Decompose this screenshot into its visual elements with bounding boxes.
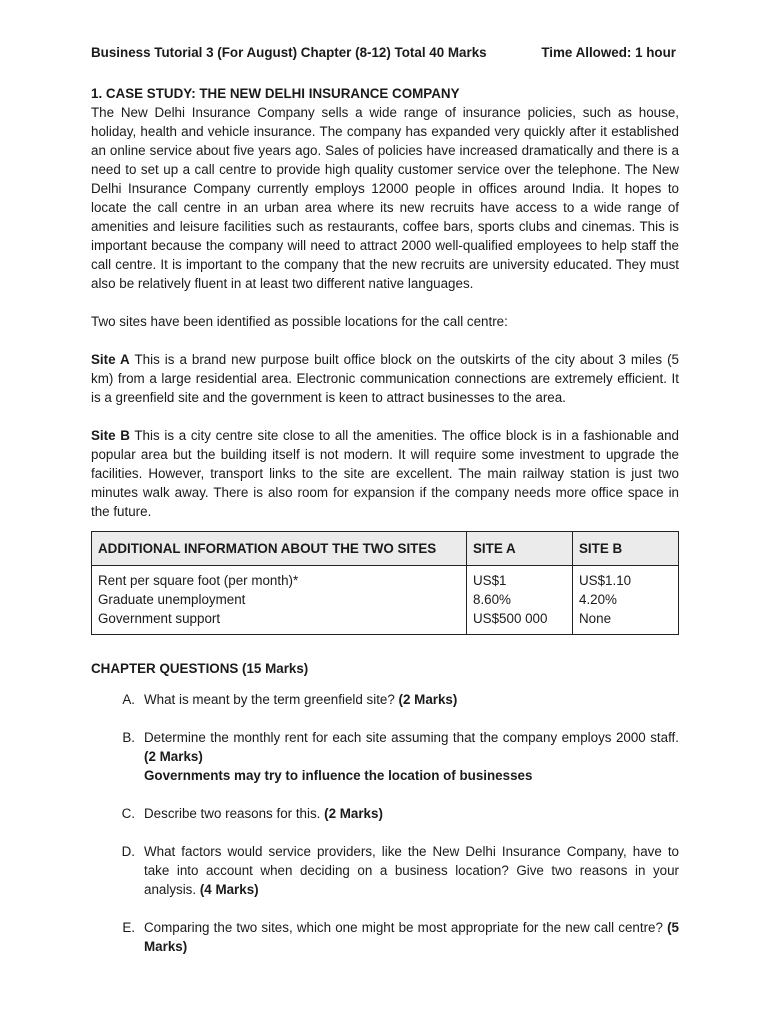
table-header-site-a: SITE A — [467, 532, 573, 566]
question-letter: B. — [122, 730, 135, 745]
header-time-allowed: Time Allowed: 1 hour — [541, 45, 676, 60]
site-b-label: Site B — [91, 428, 130, 443]
site-b-unemployment: 4.20% — [579, 592, 617, 607]
document-body — [91, 84, 679, 975]
question-body — [135, 728, 679, 785]
question-marks: (2 Marks) — [324, 806, 383, 821]
question-body — [135, 918, 679, 956]
question-marks: (5 Marks) — [144, 920, 679, 954]
chapter-questions-title: CHAPTER QUESTIONS (15 Marks) — [91, 661, 309, 676]
question-marks: (4 Marks) — [199, 882, 259, 897]
criteria-rent: Rent per square foot (per month)* — [98, 573, 299, 588]
question-item — [91, 804, 679, 823]
question-body — [135, 690, 679, 709]
site-a-paragraph — [91, 350, 679, 407]
question-letter: C. — [121, 806, 135, 821]
site-b-government-support: None — [579, 611, 612, 626]
site-info-table — [91, 531, 679, 635]
question-item — [91, 918, 679, 956]
site-a-rent: US$1 — [473, 573, 507, 588]
site-a-government-support: US$500 000 — [473, 611, 548, 626]
question-list — [91, 690, 679, 956]
site-b-rent: US$1.10 — [579, 573, 632, 588]
site-b-paragraph — [91, 426, 679, 521]
criteria-unemployment: Graduate unemployment — [98, 592, 246, 607]
site-a-text: This is a brand new purpose built office block on the outskirts of the city about 3 miles (5 km) from a large residential area. Electronic communication connections are extremely efficient. It is a greenfield site and the government is keen to attract businesses to the area. — [91, 352, 679, 405]
case-intro-paragraph: The New Delhi Insurance Company sells a wide range of insurance policies, such as house, holiday, health and vehicle insurance. The company has expanded very quickly after it established an online service about five years ago. Sales of policies have increased dramatically and there is a need to set up a call centre to provide high quality customer service over the telephone. The New Delhi Insurance Company currently employs 12000 people in offices around India. It hopes to locate the call centre in an urban area where its new recruits have access to a wide range of amenities and leisure facilities such as restaurants, coffee bars, sports clubs and cinemas. This is important because the company will need to attract 2000 well-qualified employees to help staff the call centre. It is important to the company that the new recruits are university educated. They must also be relatively fluent in at least two different native languages. — [91, 105, 679, 291]
question-letter: A. — [122, 692, 135, 707]
page-header — [91, 45, 676, 60]
site-a-label: Site A — [91, 352, 130, 367]
question-body — [135, 804, 679, 823]
table-header-info: ADDITIONAL INFORMATION ABOUT THE TWO SITES — [92, 532, 467, 566]
question-letter: D. — [121, 844, 135, 859]
table-row — [92, 566, 679, 635]
question-text: What factors would service providers, like the New Delhi Insurance Company, have to take into account when deciding on a business location? Give two reasons in your analysis. — [144, 844, 679, 897]
question-letter: E. — [122, 920, 135, 935]
table-header-row — [92, 532, 679, 566]
question-note: Governments may try to influence the location of businesses — [144, 768, 533, 783]
criteria-government-support: Government support — [98, 611, 221, 626]
question-item — [91, 690, 679, 709]
question-item — [91, 728, 679, 785]
question-body — [135, 842, 679, 899]
table-cell-site-b — [573, 566, 679, 635]
header-title: Business Tutorial 3 (For August) Chapter (8-12) Total 40 Marks — [91, 45, 487, 60]
table-cell-criteria — [92, 566, 467, 635]
site-a-unemployment: 8.60% — [473, 592, 511, 607]
question-text: What is meant by the term greenfield site? — [144, 692, 399, 707]
site-b-text: This is a city centre site close to all the amenities. The office block is in a fashionable and popular area but the building itself is not modern. It will require some investment to upgrade the facilities. However, transport links to the site are excellent. The main railway station is just two minutes walk away. There is also room for expansion if the company needs more office space in the future. — [91, 428, 680, 519]
question-text: Determine the monthly rent for each site assuming that the company employs 2000 staff. — [144, 730, 679, 745]
question-item — [91, 842, 679, 899]
case-study-title: 1. CASE STUDY: THE NEW DELHI INSURANCE COMPANY — [91, 86, 460, 101]
question-marks: (2 Marks) — [144, 749, 203, 764]
table-header-site-b: SITE B — [573, 532, 679, 566]
sites-intro-paragraph: Two sites have been identified as possible locations for the call centre: — [91, 314, 508, 329]
question-text: Comparing the two sites, which one might be most appropriate for the new call centre? — [144, 920, 668, 935]
question-text: Describe two reasons for this. — [144, 806, 325, 821]
table-cell-site-a — [467, 566, 573, 635]
question-marks: (2 Marks) — [398, 692, 458, 707]
